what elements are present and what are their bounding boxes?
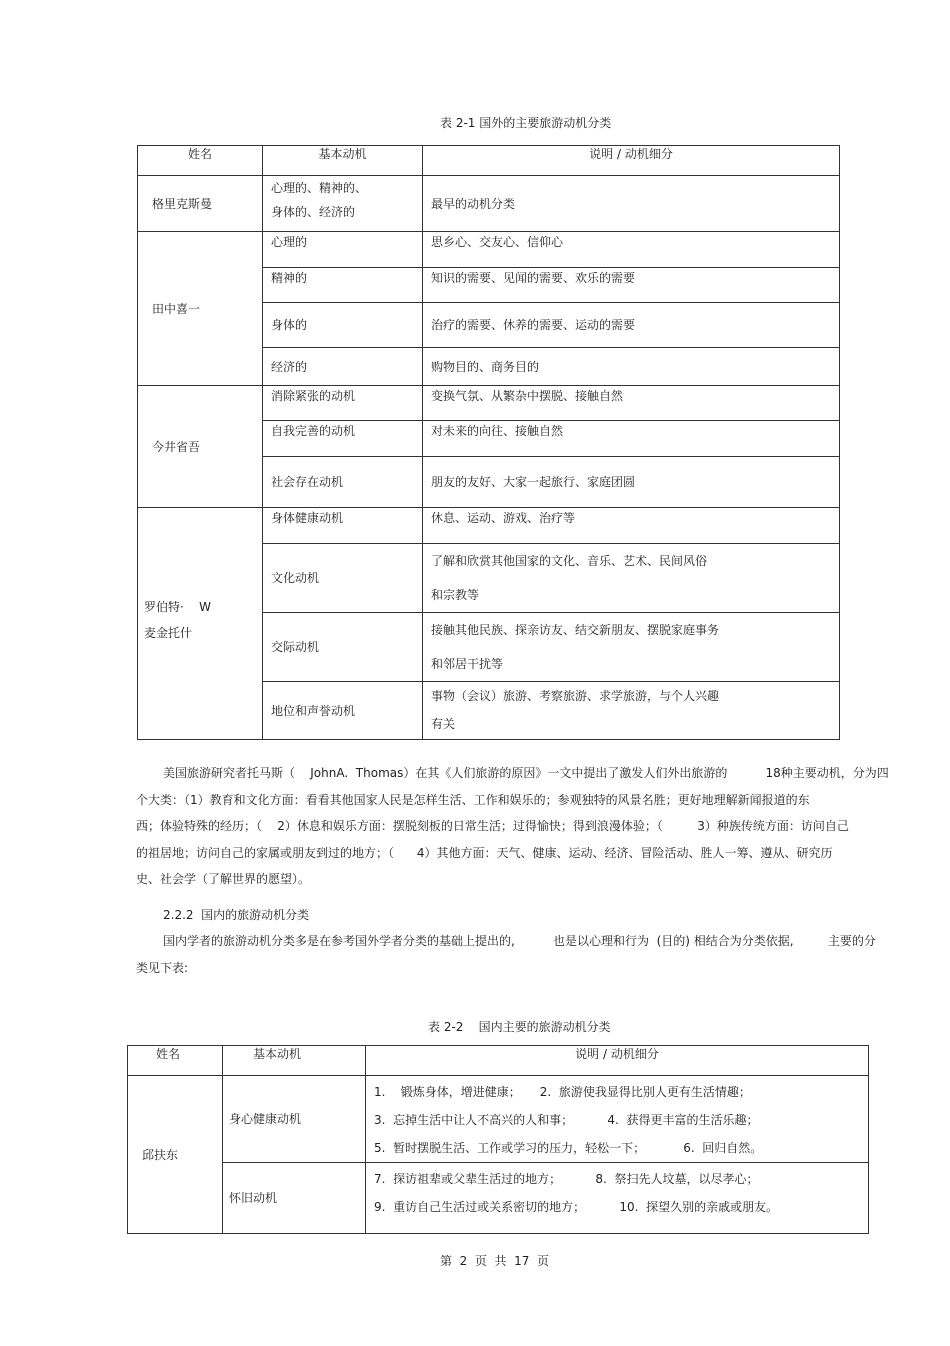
person-name-line: 麦金托什 — [144, 626, 193, 640]
desc-line: 5. 暂时摆脱生活、工作或学习的压力，轻松一下； 6. 回归自然。 — [374, 1141, 763, 1155]
desc-line: 9. 重访自己生活过或关系密切的地方； 10. 探望久别的亲戚或朋友。 — [374, 1200, 779, 1214]
paragraph-line: 的祖居地；访问自己的家属或朋友到过的地方；（ 4）其他方面：天气、健康、运动、经济、冒险活动、胜人一筹、遵从、研究历 — [136, 845, 833, 860]
paragraph-line: 国内学者的旅游动机分类多是在参考国外学者分类的基础上提出的, 也是以心理和行为 (目的) 相结合为分类依据, 主要的分 — [163, 934, 876, 948]
paragraph-line: 史、社会学（了解世界的愿望）。 — [136, 872, 311, 886]
paragraph-domestic — [136, 928, 876, 981]
motive-cell: 消除紧张的动机 — [263, 386, 423, 421]
table-row — [138, 176, 840, 232]
motive-cell: 精神的 — [263, 268, 423, 303]
section-heading: 2.2.2 国内的旅游动机分类 — [163, 908, 310, 922]
desc-cell — [366, 1076, 869, 1163]
person-name: 邱扶东 — [128, 1076, 223, 1234]
motive-line: 心理的、精神的、 — [271, 181, 368, 195]
motive-cell: 社会存在动机 — [263, 457, 423, 508]
table2-header-motive: 基本动机 — [223, 1046, 366, 1076]
desc-cell: 思乡心、交友心、信仰心 — [423, 232, 840, 268]
table2-header-row — [128, 1046, 869, 1076]
desc-cell: 治疗的需要、休养的需要、运动的需要 — [423, 303, 840, 348]
table2-header-name: 姓名 — [128, 1046, 223, 1076]
desc-line: 7. 探访祖辈或父辈生活过的地方； 8. 祭扫先人坟墓，以尽孝心； — [374, 1172, 759, 1186]
desc-line: 事物（会议）旅游、考察旅游、求学旅游，与个人兴趣 — [431, 689, 720, 703]
motive-cell — [263, 176, 423, 232]
table1-header-row — [138, 146, 840, 176]
table-row — [138, 232, 840, 268]
motive-cell: 文化动机 — [263, 544, 423, 613]
person-name — [138, 508, 263, 740]
desc-line: 1. 锻炼身体，增进健康； 2. 旅游使我显得比别人更有生活情趣； — [374, 1085, 751, 1099]
desc-line: 了解和欣赏其他国家的文化、音乐、艺术、民间风俗 — [431, 554, 708, 568]
motive-cell: 身心健康动机 — [223, 1076, 366, 1163]
table2-header-desc: 说明 / 动机细分 — [366, 1046, 869, 1076]
desc-cell: 购物目的、商务目的 — [423, 348, 840, 386]
person-name: 今井省吾 — [138, 386, 263, 508]
motive-cell: 交际动机 — [263, 613, 423, 682]
paragraph-line: 西；体验特殊的经历；（ 2）休息和娱乐方面：摆脱刻板的日常生活；过得愉快；得到浪漫体验；（ 3）种族传统方面：访问自己 — [136, 819, 849, 833]
motive-cell: 身体健康动机 — [263, 508, 423, 544]
desc-line: 和宗教等 — [431, 588, 480, 602]
person-name: 田中喜一 — [138, 232, 263, 386]
table-row — [138, 508, 840, 544]
desc-cell: 休息、运动、游戏、治疗等 — [423, 508, 840, 544]
paragraph-line: 类见下表: — [136, 960, 189, 975]
desc-cell: 知识的需要、见闻的需要、欢乐的需要 — [423, 268, 840, 303]
page-footer: 第 2 页 共 17 页 — [440, 1254, 550, 1268]
person-name: 格里克斯曼 — [138, 176, 263, 232]
desc-line: 有关 — [431, 717, 456, 731]
table2 — [127, 1045, 869, 1234]
desc-cell: 对未来的向往、接触自然 — [423, 421, 840, 457]
desc-cell — [423, 682, 840, 740]
desc-line: 接触其他民族、探亲访友、结交新朋友、摆脱家庭事务 — [431, 623, 720, 637]
table1-header-motive: 基本动机 — [263, 146, 423, 176]
desc-cell: 最早的动机分类 — [423, 176, 840, 232]
motive-cell: 地位和声誉动机 — [263, 682, 423, 740]
table1-caption: 表 2-1 国外的主要旅游动机分类 — [440, 116, 612, 130]
motive-cell: 怀旧动机 — [223, 1163, 366, 1234]
motive-cell: 心理的 — [263, 232, 423, 268]
table1-header-name: 姓名 — [138, 146, 263, 176]
desc-cell: 朋友的友好、大家一起旅行、家庭团圆 — [423, 457, 840, 508]
paragraph-line: 美国旅游研究者托马斯（ JohnA. Thomas）在其《人们旅游的原因》一文中提出了激发人们外出旅游的 18种主要动机，分为四 — [163, 766, 889, 780]
desc-cell — [366, 1163, 869, 1234]
desc-line: 3. 忘掉生活中让人不高兴的人和事； 4. 获得更丰富的生活乐趣； — [374, 1113, 759, 1127]
desc-cell — [423, 544, 840, 613]
table1 — [137, 145, 840, 740]
table-row — [128, 1076, 869, 1163]
table-row — [128, 1163, 869, 1234]
person-name-line: 罗伯特· W — [144, 600, 211, 614]
paragraph-thomas — [136, 760, 889, 893]
desc-cell — [423, 613, 840, 682]
desc-line: 和邻居干扰等 — [431, 657, 504, 671]
table1-header-desc: 说明 / 动机细分 — [423, 146, 840, 176]
motive-cell: 自我完善的动机 — [263, 421, 423, 457]
motive-cell: 经济的 — [263, 348, 423, 386]
motive-line: 身体的、经济的 — [271, 205, 356, 219]
motive-cell: 身体的 — [263, 303, 423, 348]
desc-cell: 变换气氛、从繁杂中摆脱、接触自然 — [423, 386, 840, 421]
table-row — [138, 386, 840, 421]
paragraph-line: 个大类：（1）教育和文化方面：看看其他国家人民是怎样生活、工作和娱乐的；参观独特的风景名胜；更好地理解新闻报道的东 — [136, 792, 810, 807]
table2-caption: 表 2-2 国内主要的旅游动机分类 — [428, 1020, 611, 1034]
